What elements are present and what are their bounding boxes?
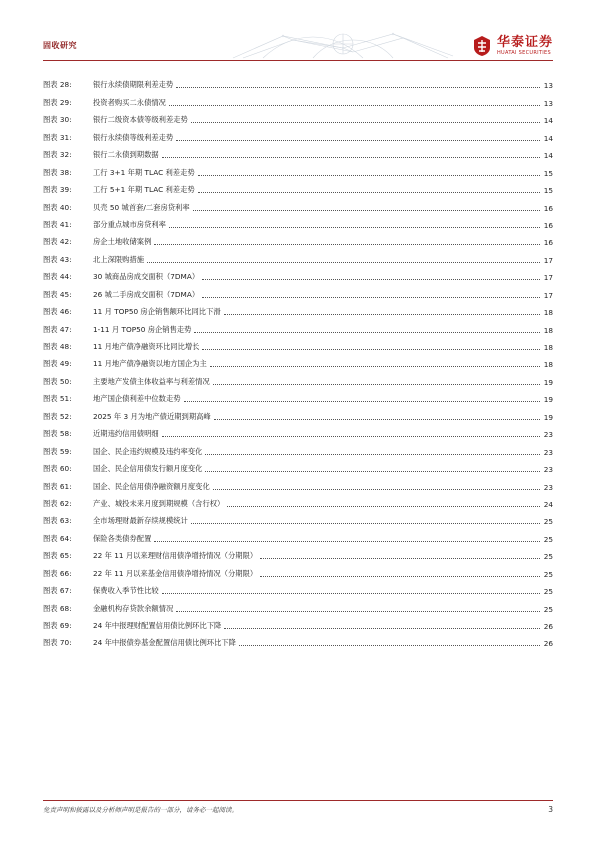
toc-entry[interactable] xyxy=(43,369,553,386)
huatai-logo xyxy=(472,32,553,60)
toc-entry[interactable] xyxy=(43,125,553,142)
logo-english-name: HUATAI SECURITIES xyxy=(496,49,551,56)
toc-entry-title: 地产国企债利差中位数走势 xyxy=(93,394,181,404)
toc-entry-page: 23 xyxy=(543,482,553,492)
toc-entry-title: 2025 年 3 月为地产债近期到期高峰 xyxy=(93,411,211,421)
toc-entry-label: 图表 59: xyxy=(43,446,72,456)
toc-entry-page: 23 xyxy=(543,465,553,475)
toc-dot-leader xyxy=(210,365,540,367)
toc-entry-page: 26 xyxy=(543,622,553,631)
toc-entry-title: 国企、民企信用债发行额月度变化 xyxy=(93,464,203,474)
toc-entry-title: 24 年中报理财配置信用债比例环比下降 xyxy=(93,621,222,630)
toc-entry-title: 11 月地产债净融资环比同比增长 xyxy=(93,342,200,351)
section-label: 固收研究 xyxy=(43,41,77,50)
toc-entry-page: 26 xyxy=(543,639,553,649)
toc-dot-leader xyxy=(198,174,540,176)
toc-entry-page: 17 xyxy=(543,273,553,283)
toc-entry[interactable] xyxy=(43,404,553,421)
toc-entry-label: 图表 40: xyxy=(43,202,72,212)
page-header xyxy=(43,30,553,60)
toc-entry[interactable] xyxy=(43,108,553,125)
toc-entry-title: 保险各类债券配置 xyxy=(93,533,152,543)
toc-dot-leader xyxy=(213,488,540,490)
toc-entry-label: 图表 39: xyxy=(43,185,72,195)
toc-entry-page: 25 xyxy=(543,517,553,527)
toc-entry-page: 14 xyxy=(543,116,553,126)
toc-entry-label: 图表 65: xyxy=(43,551,72,561)
footer-disclaimer: 免责声明和披露以及分析师声明是报告的一部分，请务必一起阅读。 xyxy=(43,806,238,814)
toc-entry-label: 图表 45: xyxy=(43,289,72,299)
page-number: 3 xyxy=(548,805,553,814)
toc-entry-label: 图表 68: xyxy=(43,603,72,613)
toc-entry-page: 18 xyxy=(543,360,553,370)
toc-dot-leader xyxy=(202,296,540,298)
toc-entry-label: 图表 28: xyxy=(43,80,72,90)
toc-dot-leader xyxy=(260,557,540,559)
toc-entry-label: 图表 66: xyxy=(43,568,72,578)
toc-entry[interactable] xyxy=(43,195,553,212)
toc-dot-leader xyxy=(202,348,540,350)
toc-entry-label: 图表 52: xyxy=(43,411,72,421)
toc-entry[interactable] xyxy=(43,561,553,578)
toc-dot-leader xyxy=(176,610,540,612)
toc-entry[interactable] xyxy=(43,474,553,491)
toc-entry-label: 图表 43: xyxy=(43,254,72,264)
toc-entry-title: 22 年 11 月以来基金信用债净增持情况（分期限） xyxy=(93,568,258,578)
toc-entry-label: 图表 58: xyxy=(43,429,72,439)
toc-entry-page: 25 xyxy=(543,604,553,614)
toc-entry-label: 图表 51: xyxy=(43,394,72,404)
toc-entry-page: 17 xyxy=(543,290,553,300)
toc-entry-label: 图表 67: xyxy=(43,586,72,596)
toc-entry[interactable] xyxy=(43,492,553,509)
toc-entry-title: 银行永续债期限利差走势 xyxy=(93,80,174,90)
toc-entry-title: 主要地产发债主体收益率与利差情况 xyxy=(93,376,210,386)
toc-entry-page: 19 xyxy=(543,412,553,422)
toc-entry-page: 25 xyxy=(543,587,553,597)
toc-entry-title: 22 年 11 月以来理财信用债净增持情况（分期限） xyxy=(93,551,258,561)
toc-dot-leader xyxy=(224,627,540,629)
toc-entry[interactable] xyxy=(43,178,553,195)
toc-dot-leader xyxy=(154,243,540,245)
toc-entry[interactable] xyxy=(43,439,553,456)
toc-entry-page: 25 xyxy=(543,569,553,579)
toc-entry[interactable] xyxy=(43,352,553,369)
toc-entry-label: 图表 69: xyxy=(43,621,72,630)
toc-entry-page: 16 xyxy=(543,238,553,248)
toc-entry[interactable] xyxy=(43,90,553,107)
toc-entry-page: 24 xyxy=(543,499,553,509)
toc-entry-label: 图表 63: xyxy=(43,516,72,526)
toc-entry[interactable] xyxy=(43,247,553,264)
toc-entry-page: 18 xyxy=(543,343,553,352)
toc-entry[interactable] xyxy=(43,509,553,526)
toc-entry[interactable] xyxy=(43,614,553,631)
toc-entry-label: 图表 42: xyxy=(43,237,72,247)
toc-entry-label: 图表 62: xyxy=(43,498,72,508)
toc-entry-label: 图表 41: xyxy=(43,219,72,229)
toc-entry[interactable] xyxy=(43,317,553,334)
toc-dot-leader xyxy=(194,331,540,333)
toc-dot-leader xyxy=(176,86,540,88)
toc-entry-page: 25 xyxy=(543,552,553,562)
toc-dot-leader xyxy=(224,313,540,315)
toc-entry-label: 图表 29: xyxy=(43,97,72,107)
toc-entry[interactable] xyxy=(43,422,553,439)
toc-dot-leader xyxy=(162,592,540,594)
toc-entry-title: 保费收入季节性比较 xyxy=(93,586,159,596)
toc-dot-leader xyxy=(162,435,540,437)
toc-entry-label: 图表 64: xyxy=(43,533,72,543)
toc-entry-title: 11 月 TOP50 房企销售额环比同比下滑 xyxy=(93,307,221,317)
toc-entry-page: 18 xyxy=(543,325,553,335)
toc-entry-label: 图表 47: xyxy=(43,324,72,334)
toc-entry[interactable] xyxy=(43,579,553,596)
toc-dot-leader xyxy=(260,575,540,577)
toc-entry-label: 图表 49: xyxy=(43,359,72,369)
figure-index-list xyxy=(43,73,553,648)
footer-divider xyxy=(43,800,553,801)
toc-entry-title: 工行 3+1 年期 TLAC 利差走势 xyxy=(93,167,195,177)
toc-entry-label: 图表 32: xyxy=(43,150,72,160)
toc-entry-title: 北上深限购措施 xyxy=(93,254,145,264)
toc-entry-label: 图表 30: xyxy=(43,115,72,125)
toc-entry-title: 贝壳 50 城首套/二套房贷利率 xyxy=(93,202,190,212)
toc-entry-page: 23 xyxy=(543,447,553,457)
huatai-logo-icon xyxy=(472,35,492,57)
toc-dot-leader xyxy=(147,261,540,263)
toc-entry[interactable] xyxy=(43,544,553,561)
toc-entry-title: 1-11 月 TOP50 房企销售走势 xyxy=(93,324,192,334)
toc-entry-title: 银行二级资本债等级利差走势 xyxy=(93,115,188,125)
toc-entry-page: 13 xyxy=(543,81,553,91)
toc-dot-leader xyxy=(213,383,540,385)
toc-entry-page: 16 xyxy=(543,203,553,213)
toc-entry[interactable] xyxy=(43,596,553,613)
toc-entry-page: 15 xyxy=(543,168,553,178)
toc-entry-title: 30 城商品房成交面积（7DMA） xyxy=(93,272,200,282)
toc-entry[interactable] xyxy=(43,230,553,247)
toc-entry-page: 17 xyxy=(543,255,553,265)
header-decoration-icon xyxy=(223,30,463,60)
toc-dot-leader xyxy=(205,470,540,472)
toc-entry[interactable] xyxy=(43,143,553,160)
toc-dot-leader xyxy=(227,505,540,507)
toc-dot-leader xyxy=(214,418,540,420)
toc-entry-title: 银行二永债到期数据 xyxy=(93,150,159,160)
toc-entry[interactable] xyxy=(43,265,553,282)
toc-entry-page: 19 xyxy=(543,395,553,405)
toc-entry-label: 图表 61: xyxy=(43,481,72,491)
toc-dot-leader xyxy=(176,139,540,141)
toc-entry-page: 25 xyxy=(543,534,553,544)
toc-entry[interactable] xyxy=(43,213,553,230)
toc-entry[interactable] xyxy=(43,526,553,543)
toc-dot-leader xyxy=(154,540,540,542)
toc-entry-title: 金融机构存贷款余额情况 xyxy=(93,603,174,613)
toc-entry-title: 全市场理财最新存续规模统计 xyxy=(93,516,188,526)
toc-entry-title: 24 年中报债券基金配置信用债比例环比下降 xyxy=(93,638,236,648)
toc-entry-page: 16 xyxy=(543,220,553,230)
toc-dot-leader xyxy=(193,209,540,211)
toc-dot-leader xyxy=(239,644,540,646)
toc-entry-title: 工行 5+1 年期 TLAC 利差走势 xyxy=(93,185,195,195)
toc-entry-label: 图表 38: xyxy=(43,167,72,177)
toc-dot-leader xyxy=(169,226,540,228)
toc-dot-leader xyxy=(191,522,540,524)
toc-entry[interactable] xyxy=(43,631,553,648)
toc-entry-title: 国企、民企违约规模及违约率变化 xyxy=(93,446,203,456)
toc-entry-page: 19 xyxy=(543,377,553,387)
toc-entry-label: 图表 60: xyxy=(43,464,72,474)
toc-dot-leader xyxy=(191,121,540,123)
toc-entry-title: 国企、民企信用债净融资额月度变化 xyxy=(93,481,210,491)
toc-entry[interactable] xyxy=(43,73,553,90)
toc-entry[interactable] xyxy=(43,457,553,474)
toc-dot-leader xyxy=(198,191,540,193)
toc-entry[interactable] xyxy=(43,387,553,404)
toc-dot-leader xyxy=(162,156,540,158)
toc-entry[interactable] xyxy=(43,335,553,352)
toc-entry-page: 14 xyxy=(543,151,553,161)
toc-entry-label: 图表 50: xyxy=(43,376,72,386)
toc-entry[interactable] xyxy=(43,160,553,177)
toc-entry-page: 18 xyxy=(543,308,553,318)
logo-chinese-name: 华泰证券 xyxy=(496,34,553,50)
toc-entry[interactable] xyxy=(43,282,553,299)
toc-entry-title: 银行永续债等级利差走势 xyxy=(93,132,174,142)
toc-entry-page: 15 xyxy=(543,186,553,196)
toc-entry-title: 投资者购买二永债情况 xyxy=(93,97,166,107)
header-divider xyxy=(43,60,553,61)
toc-entry-page: 13 xyxy=(543,98,553,108)
toc-entry-label: 图表 46: xyxy=(43,307,72,317)
toc-entry-page: 14 xyxy=(543,133,553,143)
toc-entry-title: 部分重点城市房贷利率 xyxy=(93,219,166,229)
toc-entry-title: 11 月地产债净融资以地方国企为主 xyxy=(93,359,207,369)
toc-dot-leader xyxy=(184,400,540,402)
toc-entry-label: 图表 48: xyxy=(43,342,72,351)
toc-entry-label: 图表 44: xyxy=(43,272,72,282)
toc-entry-title: 房企土地收储案例 xyxy=(93,237,152,247)
toc-entry-title: 26 城二手房成交面积（7DMA） xyxy=(93,289,200,299)
toc-entry-label: 图表 70: xyxy=(43,638,72,648)
toc-entry-label: 图表 31: xyxy=(43,132,72,142)
toc-dot-leader xyxy=(202,278,540,280)
toc-dot-leader xyxy=(169,104,540,106)
toc-dot-leader xyxy=(205,453,540,455)
toc-entry-page: 23 xyxy=(543,430,553,440)
toc-entry-title: 产业、城投未来月度到期规模（含行权） xyxy=(93,498,225,508)
toc-entry[interactable] xyxy=(43,300,553,317)
toc-entry-title: 近期违约信用债明细 xyxy=(93,429,159,439)
